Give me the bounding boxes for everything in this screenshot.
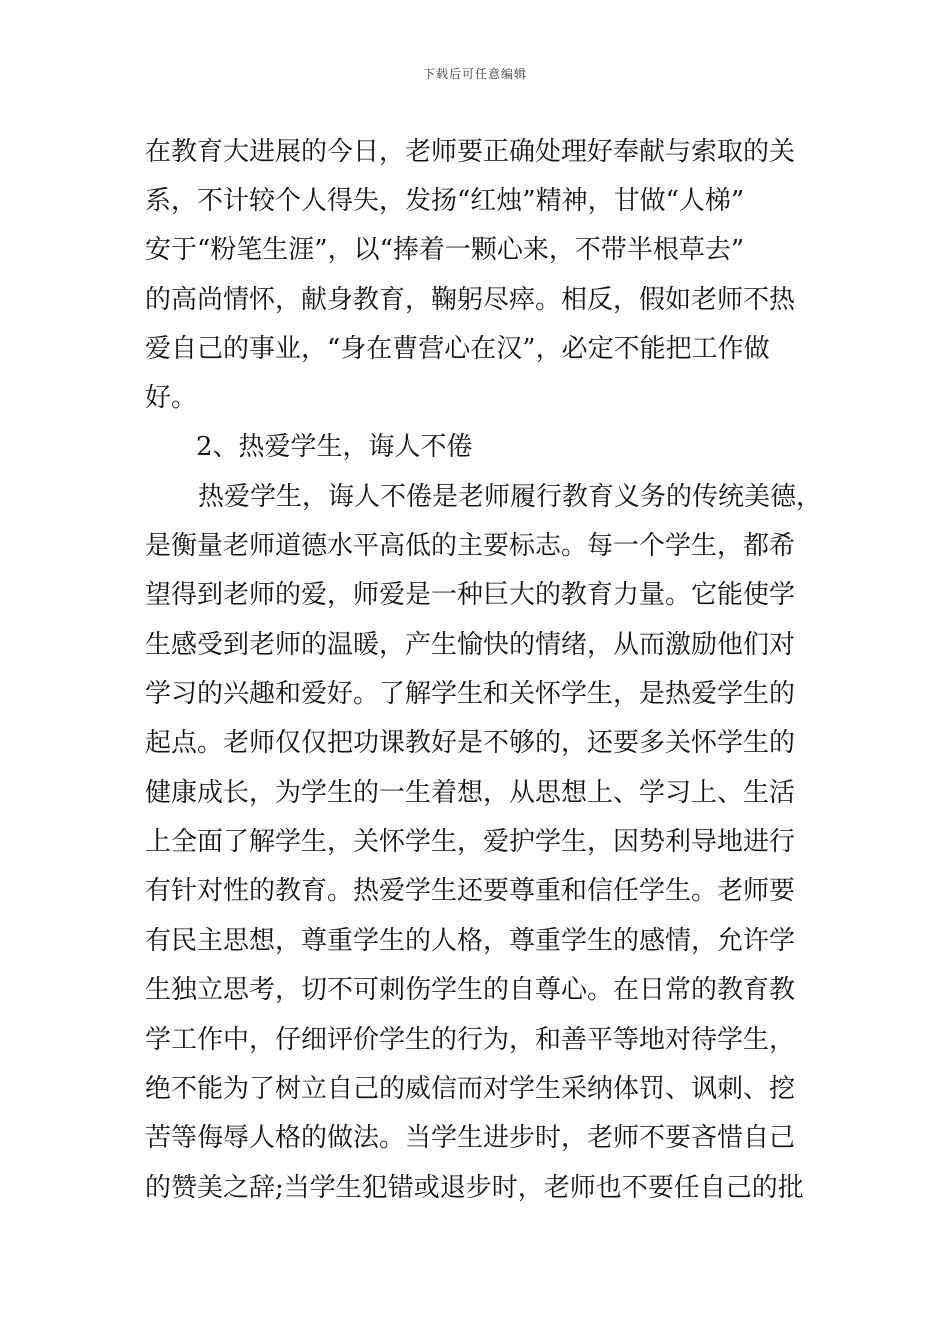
paragraph-3-line-13: 绝不能为了树立自己的威信而对学生采纳体罚、讽刺、挖 bbox=[145, 1074, 796, 1104]
paragraph-3-line-6: 起点。老师仅仅把功课教好是不够的，还要多关怀学生的 bbox=[145, 728, 796, 758]
paragraph-3-line-14: 苦等侮辱人格的做法。当学生进步时，老师不要吝惜自己 bbox=[145, 1123, 796, 1153]
paragraph-3-line-8: 上全面了解学生，关怀学生，爱护学生，因势利导地进行 bbox=[145, 827, 796, 857]
paragraph-3-line-3: 望得到老师的爱，师爱是一种巨大的教育力量。它能使学 bbox=[145, 580, 796, 610]
paragraph-1-line-1: 在教育大进展的今日，老师要正确处理好奉献与索取的关 bbox=[145, 137, 796, 167]
paragraph-1-line-3: 安于“粉笔生涯”，以“捧着一颗心来，不带半根草去” bbox=[145, 235, 745, 265]
paragraph-1-line-4: 的高尚情怀，献身教育，鞠躬尽瘁。相反，假如老师不热 bbox=[145, 285, 796, 315]
paragraph-3-line-5: 学习的兴趣和爱好。了解学生和关怀学生，是热爱学生的 bbox=[145, 679, 796, 709]
paragraph-3-line-10: 有民主思想，尊重学生的人格，尊重学生的感情，允许学 bbox=[145, 926, 796, 956]
paragraph-3-line-11: 生独立思考，切不可刺伤学生的自尊心。在日常的教育教 bbox=[145, 975, 796, 1005]
paragraph-3-line-12: 学工作中，仔细评价学生的行为，和善平等地对待学生， bbox=[145, 1025, 796, 1055]
paragraph-3-line-15: 的赞美之辞;当学生犯错或退步时，老师也不要任自己的批 bbox=[145, 1173, 804, 1203]
paragraph-1-line-6: 好。 bbox=[145, 383, 198, 413]
paragraph-3-line-1: 热爱学生，诲人不倦是老师履行教育义务的传统美德， bbox=[198, 482, 823, 512]
paragraph-1-line-5: 爱自己的事业，“身在曹营心在汉”，必定不能把工作做 bbox=[145, 334, 770, 364]
paragraph-3-line-4: 生感受到老师的温暖，产生愉快的情绪，从而激励他们对 bbox=[145, 630, 796, 660]
section-heading: 2、热爱学生，诲人不倦 bbox=[196, 432, 473, 462]
paragraph-3-line-7: 健康成长，为学生的一生着想，从思想上、学习上、生活 bbox=[145, 778, 796, 808]
paragraph-3-line-2: 是衡量老师道德水平高低的主要标志。每一个学生，都希 bbox=[145, 531, 796, 561]
page-header: 下载后可任意编辑 bbox=[422, 67, 527, 81]
paragraph-3-line-9: 有针对性的教育。热爱学生还要尊重和信任学生。老师要 bbox=[145, 876, 796, 906]
paragraph-1-line-2: 系，不计较个人得失，发扬“红烛”精神，甘做“人梯” bbox=[145, 186, 745, 216]
